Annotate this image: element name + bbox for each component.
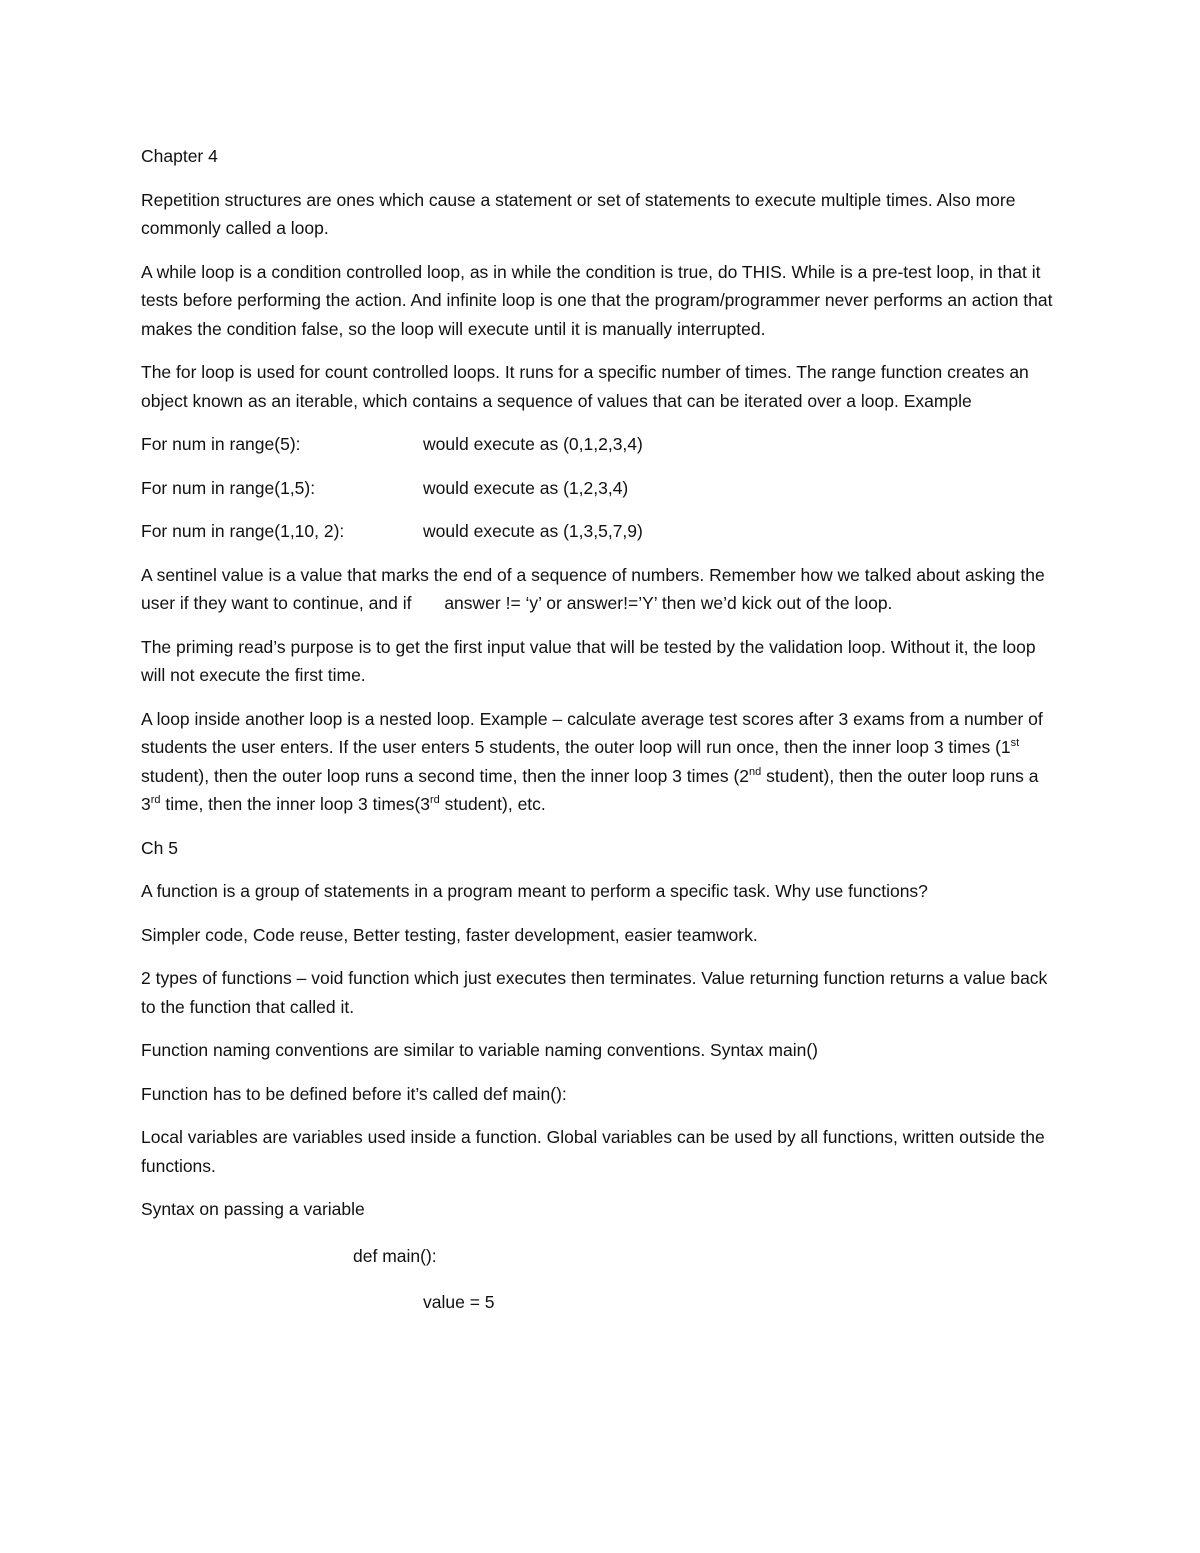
paragraph-function-types: 2 types of functions – void function which just executes then terminates. Value returning function returns a value back to the function that called it.	[141, 968, 1048, 1017]
paragraph-for-loop: The for loop is used for count controlled loops. It runs for a specific number of times. The range function creates an object known as an iterable, which contains a sequence of values that can be iterated over a loop. Example	[141, 362, 1029, 411]
code-line-def-main: def main():	[353, 1245, 437, 1266]
paragraph-function-definition: A function is a group of statements in a program meant to perform a specific task. Why use functions?	[141, 881, 928, 901]
paragraph-local-global-variables: Local variables are variables used inside a function. Global variables can be used by all functions, written outside the functions.	[141, 1127, 1045, 1176]
range-example-row	[141, 474, 1061, 503]
range-example-result: would execute as (0,1,2,3,4)	[423, 434, 643, 454]
paragraph-repetition-structures: Repetition structures are ones which cause a statement or set of statements to execute multiple times. Also more commonly called a loop.	[141, 189, 1016, 238]
document-body	[141, 142, 1061, 1332]
chapter-4-heading: Chapter 4	[141, 146, 218, 166]
nested-text-1: A loop inside another loop is a nested loop. Example – calculate average test scores after 3 exams from a number of students the user enters. If the user enters 5 students, the outer loop will run once, then the inner loop 3 times (1	[141, 708, 1043, 757]
range-example-row	[141, 517, 1061, 546]
range-example-result: would execute as (1,2,3,4)	[423, 477, 629, 498]
range-example-result: would execute as (1,3,5,7,9)	[423, 521, 643, 541]
ordinal-suffix: rd	[150, 794, 161, 806]
paragraph-passing-variable: Syntax on passing a variable	[141, 1199, 365, 1219]
range-example-code: For num in range(1,10, 2):	[141, 521, 345, 541]
sentinel-condition: answer != ‘y’ or answer!=’Y’ then we’d kick out of the loop.	[444, 593, 893, 613]
paragraph-priming-read: The priming read’s purpose is to get the first input value that will be tested by the validation loop. Without it, the loop will not execute the first time.	[141, 636, 1036, 685]
nested-text-5: student), etc.	[439, 794, 546, 814]
range-example-code: For num in range(5):	[141, 434, 301, 454]
sentinel-text: A sentinel value is a value that marks the end of a sequence of numbers. Remember how we talked about asking the user if they want to continue, and if	[141, 564, 1045, 613]
ordinal-suffix: st	[1010, 737, 1020, 749]
code-line-value-assignment: value = 5	[423, 1292, 495, 1312]
range-example-row	[141, 430, 1061, 459]
paragraph-function-benefits: Simpler code, Code reuse, Better testing, faster development, easier teamwork.	[141, 924, 758, 945]
nested-text-3: student), then the outer loop runs a 3	[141, 765, 1039, 814]
paragraph-define-before-call: Function has to be defined before it’s called def main():	[141, 1083, 567, 1104]
paragraph-naming-conventions: Function naming conventions are similar to variable naming conventions. Syntax main()	[141, 1040, 818, 1060]
chapter-5-heading: Ch 5	[141, 837, 178, 858]
range-example-code: For num in range(1,5):	[141, 477, 316, 498]
paragraph-nested-loop	[141, 705, 1061, 819]
paragraph-while-loop: A while loop is a condition controlled loop, as in while the condition is true, do THIS. While is a pre-test loop, in that it tests before performing the action. And infinite loop is one that the program/programmer never performs an action that makes the condition false, so the loop will execute until it is manually interrupted.	[141, 261, 1053, 339]
nested-text-2: student), then the outer loop runs a second time, then the inner loop 3 times (2	[141, 765, 750, 786]
nested-text-4: time, then the inner loop 3 times(3	[160, 794, 430, 814]
ordinal-suffix: nd	[749, 765, 762, 778]
paragraph-sentinel-value	[141, 561, 1061, 618]
ordinal-suffix: rd	[429, 794, 440, 806]
